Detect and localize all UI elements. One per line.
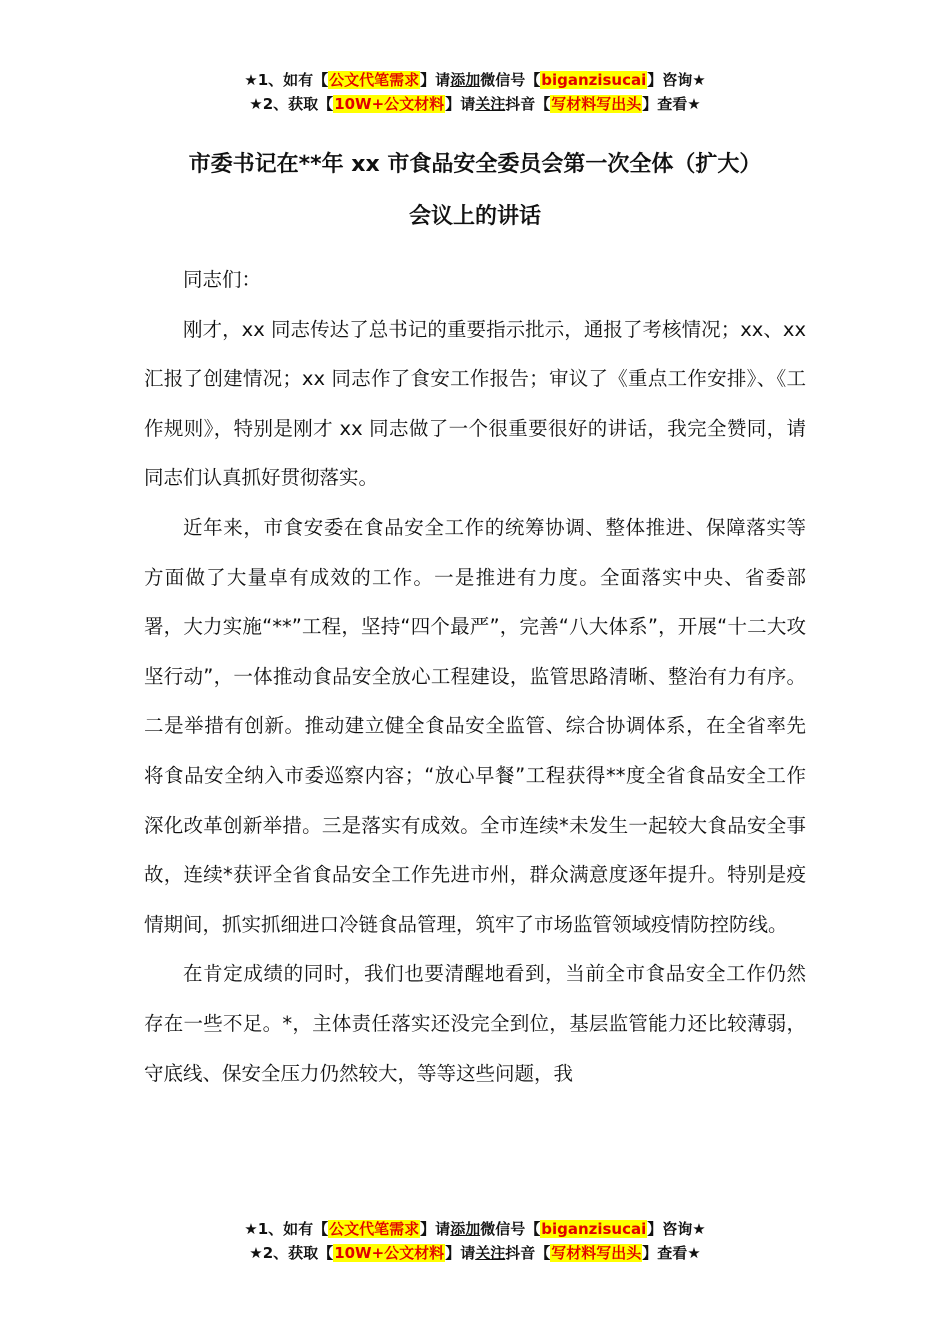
- banner-text: ★2、获取【: [249, 95, 334, 113]
- highlight-douyin-account: 写材料写出头: [551, 1244, 642, 1262]
- banner-line-2: [0, 92, 950, 116]
- highlight-materials: 10W+公文材料: [334, 95, 445, 113]
- highlight-wechat-id: biganzisucai: [541, 71, 647, 89]
- footer-banner: [0, 1217, 950, 1265]
- banner-text: 】查看★: [642, 1244, 701, 1262]
- highlight-douyin-account: 写材料写出头: [551, 95, 642, 113]
- title-line-2: 会议上的讲话: [408, 204, 541, 229]
- underlined-add: 添加: [450, 1220, 481, 1238]
- banner-text: ★1、如有【: [244, 71, 329, 89]
- paragraph: 刚才，xx 同志传达了总书记的重要指示批示，通报了考核情况；xx、xx 汇报了创建情况；xx 同志作了食安工作报告；审议了《重点工作安排》、《工作规则》，特别是刚才 xx 同志做了一个很重要很好的讲话，我完全赞同，请同志们认真抓好贯彻落实。: [144, 317, 806, 490]
- banner-text: 】咨询★: [647, 1220, 706, 1238]
- banner-text: 】咨询★: [647, 71, 706, 89]
- header-banner: [0, 68, 950, 116]
- banner-text: 微信号【: [480, 1220, 541, 1238]
- banner-text: 】查看★: [642, 95, 701, 113]
- banner-text: 】请: [445, 95, 476, 113]
- paragraph: 近年来，市食安委在食品安全工作的统筹协调、整体推进、保障落实等方面做了大量卓有成效的工作。一是推进有力度。全面落实中央、省委部署，大力实施“**”工程，坚持“四个最严”，完善“八大体系”，开展“十二大攻坚行动”，一体推动食品安全放心工程建设，监管思路清晰、整治有力有序。二是举措有创新。推动建立健全食品安全监管、综合协调体系，在全省率先将食品安全纳入市委巡察内容；“放心早餐”工程获得**度全省食品安全工作深化改革创新举措。三是落实有成效。全市连续*未发生一起较大食品安全事故，连续*获评全省食品安全工作先进市州，群众满意度逐年提升。特别是疫情期间，抓实抓细进口冷链食品管理，筑牢了市场监管领域疫情防控防线。: [144, 515, 806, 936]
- highlight-wechat-id: biganzisucai: [541, 1220, 647, 1238]
- banner-text: 】请: [445, 1244, 476, 1262]
- banner-text: 】请: [420, 71, 451, 89]
- banner-text: ★1、如有【: [244, 1220, 329, 1238]
- banner-line-1: [0, 68, 950, 92]
- banner-text: 微信号【: [480, 71, 541, 89]
- banner-line-2: [0, 1241, 950, 1265]
- banner-text: 】请: [420, 1220, 451, 1238]
- title-line-1: 市委书记在**年 xx 市食品安全委员会第一次全体（扩大）: [188, 152, 762, 177]
- salutation: 同志们：: [183, 268, 262, 291]
- banner-text: ★2、获取【: [249, 1244, 334, 1262]
- underlined-follow: 关注: [475, 95, 506, 113]
- document-body: [144, 255, 806, 1098]
- banner-line-1: [0, 1217, 950, 1241]
- underlined-follow: 关注: [475, 1244, 506, 1262]
- highlight-service: 公文代笔需求: [329, 1220, 420, 1238]
- highlight-materials: 10W+公文材料: [334, 1244, 445, 1262]
- document-title: [120, 139, 830, 243]
- banner-text: 抖音【: [505, 1244, 551, 1262]
- underlined-add: 添加: [450, 71, 481, 89]
- paragraph: 在肯定成绩的同时，我们也要清醒地看到，当前全市食品安全工作仍然存在一些不足。*，主体责任落实还没完全到位，基层监管能力还比较薄弱，守底线、保安全压力仍然较大，等等这些问题，我: [144, 962, 806, 1085]
- highlight-service: 公文代笔需求: [329, 71, 420, 89]
- banner-text: 抖音【: [505, 95, 551, 113]
